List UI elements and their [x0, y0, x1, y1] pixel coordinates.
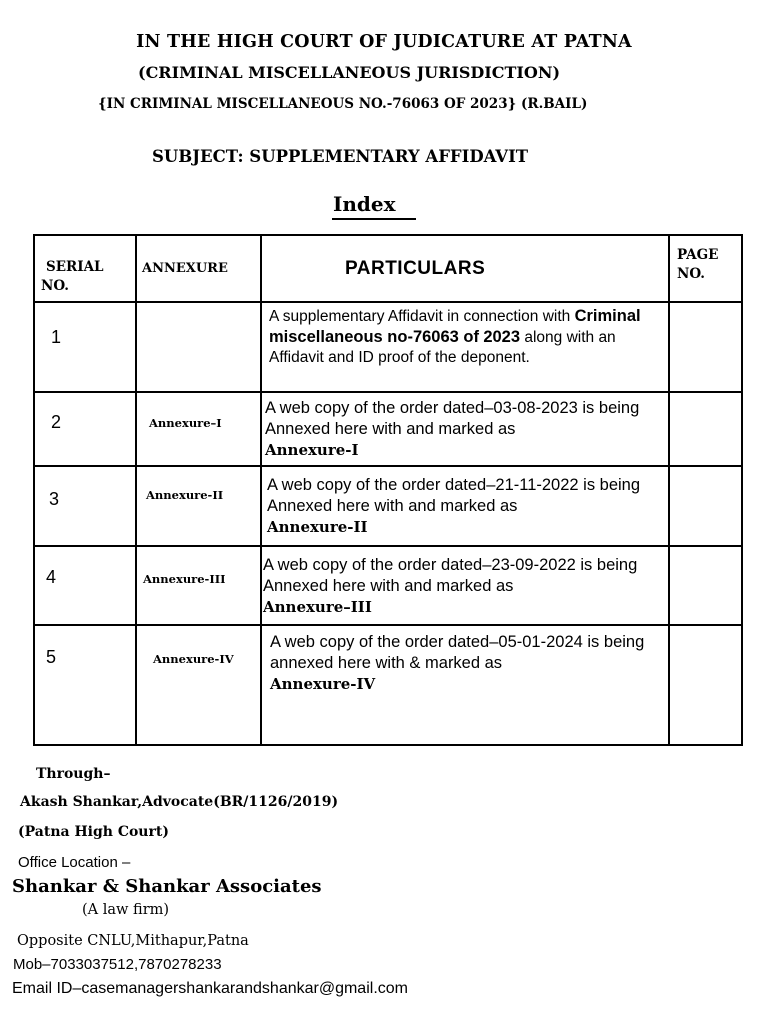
row4-annexure: Annexure-III [143, 572, 226, 586]
row4-particulars [263, 555, 667, 618]
row-divider-header [33, 301, 743, 303]
row1-text-d: along with an Affidavit and ID proof of the deponent. [269, 329, 616, 366]
row5-text: A web copy of the order dated–05-01-2024 is being annexed here with & marked as [270, 633, 645, 672]
header-serial [41, 258, 104, 296]
header-page [677, 246, 718, 284]
row3-annexure-bold: Annexure-II [267, 518, 368, 536]
row5-particulars [270, 632, 666, 695]
table-border-right [741, 234, 743, 746]
row3-annexure: Annexure-II [146, 488, 224, 502]
row1-text-c: 2023 [483, 328, 521, 346]
row2-annexure-bold: Annexure-I [265, 441, 359, 459]
row-divider-3 [33, 545, 743, 547]
header-annexure: ANNEXURE [142, 261, 228, 276]
row1-serial: 1 [51, 327, 62, 347]
header-page-line1: PAGE [677, 247, 719, 263]
col-divider-1 [135, 234, 137, 746]
row2-particulars [265, 398, 663, 461]
through-label: Through– [36, 766, 111, 782]
row3-text: A web copy of the order dated–21-11-2022 is being Annexed here with and marked as [267, 476, 641, 515]
row5-annexure: Annexure-IV [153, 652, 234, 666]
mobile-numbers: Mob–7033037512,7870278233 [13, 956, 222, 973]
office-address: Opposite CNLU,Mithapur,Patna [17, 933, 249, 949]
index-title: Index [333, 192, 396, 216]
table-border-left [33, 234, 35, 746]
row-divider-1 [33, 391, 743, 393]
row3-particulars [267, 475, 665, 538]
header-serial-line1: SERIAL [46, 259, 104, 275]
index-table [33, 234, 743, 746]
row5-serial: 5 [46, 647, 57, 667]
row1-text-a: A supplementary Affidavit in connection with [269, 308, 571, 325]
case-number-line: {IN CRIMINAL MISCELLANEOUS NO.-76063 OF 2023} (R.BAIL) [98, 96, 588, 112]
row4-annexure-bold: Annexure–III [263, 598, 372, 616]
row4-serial: 4 [46, 567, 57, 587]
row-divider-4 [33, 624, 743, 626]
row4-text: A web copy of the order dated–23-09-2022 is being Annexed here with and marked as [263, 556, 638, 595]
row1-text-b: Criminal miscellaneous no-76063 of [269, 307, 641, 346]
header-serial-line2: NO. [41, 278, 70, 294]
col-divider-2 [260, 234, 262, 746]
row-divider-2 [33, 465, 743, 467]
row5-annexure-bold: Annexure-IV [270, 675, 376, 693]
header-particulars: PARTICULARS [345, 258, 486, 279]
firm-name: Shankar & Shankar Associates [12, 876, 322, 897]
col-divider-3 [668, 234, 670, 746]
table-border-bottom [33, 744, 743, 746]
subject-line: SUBJECT: SUPPLEMENTARY AFFIDAVIT [152, 147, 529, 166]
row2-serial: 2 [51, 412, 62, 432]
row2-text: A web copy of the order dated–03-08-2023 is being Annexed here with and marked as [265, 399, 640, 438]
jurisdiction-line: (CRIMINAL MISCELLANEOUS JURISDICTION) [138, 63, 561, 82]
court-name: (Patna High Court) [18, 824, 169, 840]
advocate-name: Akash Shankar,Advocate(BR/1126/2019) [20, 794, 339, 810]
office-location-label: Office Location – [18, 854, 131, 871]
row2-annexure: Annexure–I [149, 416, 222, 430]
row1-particulars [269, 306, 664, 368]
row3-serial: 3 [49, 489, 60, 509]
header-page-line2: NO. [677, 266, 706, 282]
table-border-top [33, 234, 743, 236]
index-underline [332, 218, 416, 220]
firm-type: (A law firm) [82, 902, 170, 918]
court-title: IN THE HIGH COURT OF JUDICATURE AT PATNA [136, 32, 632, 52]
email-address: Email ID–casemanagershankarandshankar@gmail.com [12, 980, 408, 997]
